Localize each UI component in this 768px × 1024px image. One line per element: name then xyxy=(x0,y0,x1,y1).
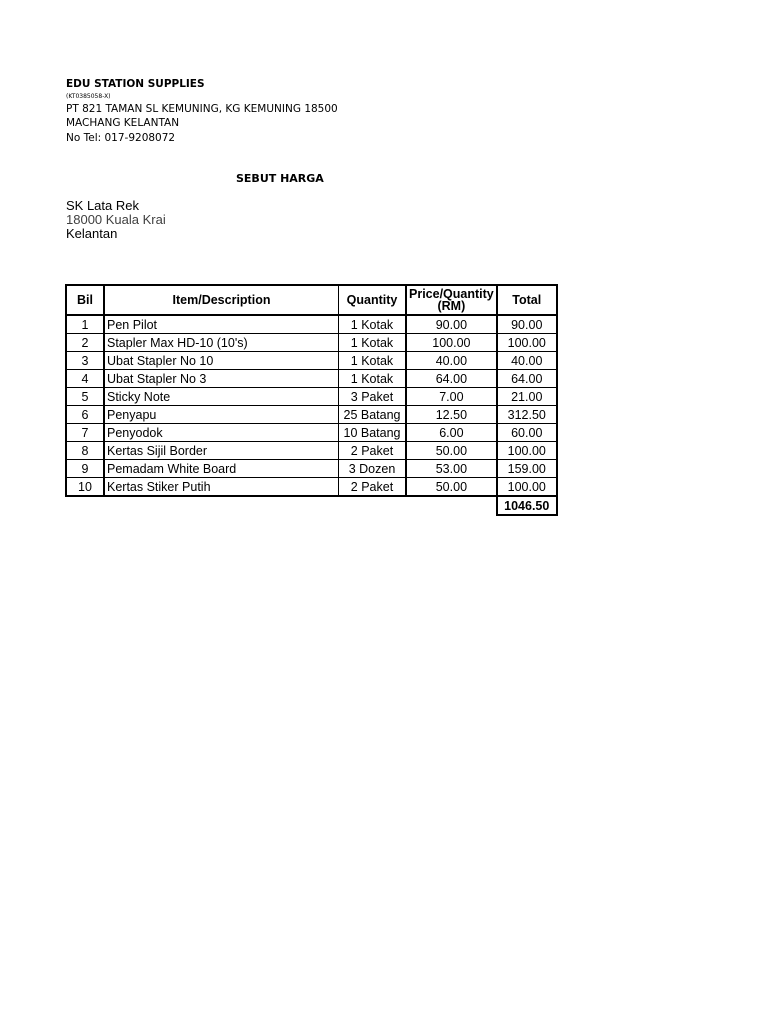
cell-quantity: 1 Kotak xyxy=(339,352,407,370)
table-row xyxy=(66,388,557,406)
cell-item: Pen Pilot xyxy=(104,315,339,334)
company-block xyxy=(66,77,338,145)
cell-price: 50.00 xyxy=(406,442,497,460)
header-total: Total xyxy=(497,285,557,315)
cell-item: Stapler Max HD-10 (10's) xyxy=(104,334,339,352)
cell-item: Ubat Stapler No 3 xyxy=(104,370,339,388)
cell-total: 90.00 xyxy=(497,315,557,334)
cell-item: Penyapu xyxy=(104,406,339,424)
cell-bil: 1 xyxy=(66,315,104,334)
header-quantity: Quantity xyxy=(339,285,407,315)
table-row xyxy=(66,478,557,497)
cell-total: 21.00 xyxy=(497,388,557,406)
cell-bil: 2 xyxy=(66,334,104,352)
table-row xyxy=(66,460,557,478)
cell-price: 12.50 xyxy=(406,406,497,424)
cell-item: Penyodok xyxy=(104,424,339,442)
company-address-line2: MACHANG KELANTAN xyxy=(66,117,180,129)
table-row xyxy=(66,406,557,424)
company-phone: No Tel: 017-9208072 xyxy=(66,131,176,144)
cell-item: Sticky Note xyxy=(104,388,339,406)
cell-total: 40.00 xyxy=(497,352,557,370)
recipient-line1: SK Lata Rek xyxy=(66,198,139,213)
cell-price: 90.00 xyxy=(406,315,497,334)
cell-quantity: 2 Paket xyxy=(339,478,407,497)
items-table xyxy=(65,284,558,516)
cell-quantity: 25 Batang xyxy=(339,406,407,424)
grand-total-row xyxy=(66,496,557,515)
company-name: EDU STATION SUPPLIES xyxy=(66,78,205,90)
cell-price: 64.00 xyxy=(406,370,497,388)
table-row xyxy=(66,334,557,352)
recipient-block xyxy=(66,199,166,241)
cell-quantity: 3 Paket xyxy=(339,388,407,406)
cell-bil: 9 xyxy=(66,460,104,478)
cell-price: 50.00 xyxy=(406,478,497,497)
header-price xyxy=(406,285,497,315)
cell-bil: 4 xyxy=(66,370,104,388)
company-registration: (KT0385058-X) xyxy=(66,92,111,100)
cell-total: 312.50 xyxy=(497,406,557,424)
cell-item: Kertas Stiker Putih xyxy=(104,478,339,497)
header-price-line2: (RM) xyxy=(437,299,466,313)
cell-quantity: 2 Paket xyxy=(339,442,407,460)
cell-bil: 5 xyxy=(66,388,104,406)
cell-total: 159.00 xyxy=(497,460,557,478)
header-item: Item/Description xyxy=(104,285,339,315)
table-row xyxy=(66,352,557,370)
table-header-row xyxy=(66,285,557,315)
table-row xyxy=(66,442,557,460)
document-title: SEBUT HARGA xyxy=(236,172,324,185)
cell-total: 64.00 xyxy=(497,370,557,388)
table-row xyxy=(66,370,557,388)
cell-quantity: 1 Kotak xyxy=(339,315,407,334)
recipient-line3: Kelantan xyxy=(66,226,118,241)
cell-bil: 10 xyxy=(66,478,104,497)
cell-item: Kertas Sijil Border xyxy=(104,442,339,460)
cell-bil: 3 xyxy=(66,352,104,370)
cell-item: Ubat Stapler No 10 xyxy=(104,352,339,370)
cell-price: 53.00 xyxy=(406,460,497,478)
cell-price: 6.00 xyxy=(406,424,497,442)
cell-quantity: 1 Kotak xyxy=(339,370,407,388)
table-row xyxy=(66,424,557,442)
cell-total: 100.00 xyxy=(497,334,557,352)
cell-quantity: 1 Kotak xyxy=(339,334,407,352)
cell-total: 100.00 xyxy=(497,442,557,460)
cell-quantity: 3 Dozen xyxy=(339,460,407,478)
cell-price: 7.00 xyxy=(406,388,497,406)
company-address-line1: PT 821 TAMAN SL KEMUNING, KG KEMUNING 18500 xyxy=(66,102,338,115)
recipient-line2: 18000 Kuala Krai xyxy=(66,212,166,227)
cell-total: 60.00 xyxy=(497,424,557,442)
cell-bil: 6 xyxy=(66,406,104,424)
table-row xyxy=(66,315,557,334)
grand-total-spacer xyxy=(66,496,497,515)
cell-total: 100.00 xyxy=(497,478,557,497)
cell-price: 40.00 xyxy=(406,352,497,370)
cell-quantity: 10 Batang xyxy=(339,424,407,442)
cell-item: Pemadam White Board xyxy=(104,460,339,478)
header-bil: Bil xyxy=(66,285,104,315)
cell-bil: 7 xyxy=(66,424,104,442)
grand-total-value: 1046.50 xyxy=(497,496,557,515)
header-price-line1: Price/Quantity xyxy=(409,287,494,301)
cell-price: 100.00 xyxy=(406,334,497,352)
cell-bil: 8 xyxy=(66,442,104,460)
